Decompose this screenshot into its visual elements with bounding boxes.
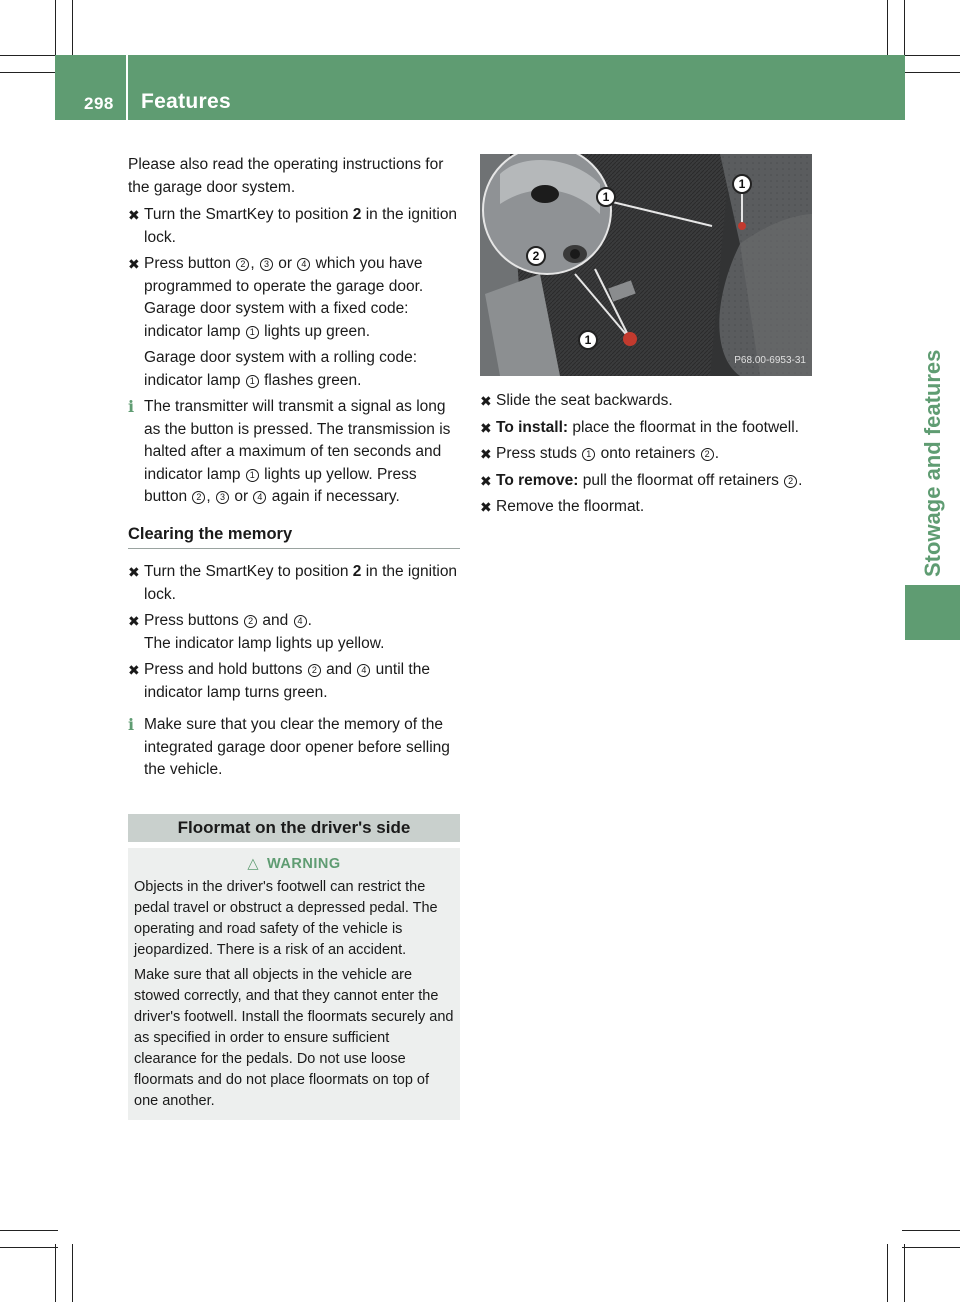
callout-number: 2 bbox=[784, 475, 797, 488]
heading-floormat: Floormat on the driver's side bbox=[128, 814, 460, 842]
figure-callout: 1 bbox=[578, 330, 598, 350]
intro-text: Please also read the operating instructions for the garage door system. bbox=[128, 156, 444, 196]
callout-number: 1 bbox=[246, 469, 259, 482]
arrow-bullet-icon: ✖ bbox=[128, 613, 140, 629]
instruction-step bbox=[480, 470, 812, 493]
info-icon: i bbox=[128, 715, 135, 734]
floormat-illustration bbox=[480, 154, 812, 376]
figure-callout: 1 bbox=[732, 174, 752, 194]
crop-mark bbox=[902, 1247, 960, 1248]
crop-mark bbox=[0, 55, 58, 56]
info-note bbox=[128, 396, 460, 509]
callout-number: 2 bbox=[192, 491, 205, 504]
section-title: Features bbox=[141, 90, 231, 113]
step-subtext bbox=[144, 347, 460, 392]
step-text: Garage door system with a fixed code: indicator lamp bbox=[144, 300, 409, 340]
arrow-bullet-icon: ✖ bbox=[128, 256, 140, 272]
warning-text: Objects in the driver's footwell can restrict the pedal travel or obstruct a depressed pedal. The operating and road safety of the vehicle is jeopardized. There is a risk of an accident. bbox=[134, 878, 438, 958]
step-text: in the ignition lock. bbox=[144, 563, 458, 603]
instruction-step bbox=[128, 610, 460, 655]
step-text: lights up green. bbox=[259, 322, 371, 340]
crop-mark bbox=[55, 0, 56, 58]
callout-number: 4 bbox=[294, 615, 307, 628]
step-text: Remove the floormat. bbox=[496, 498, 645, 515]
step-text: . bbox=[714, 445, 719, 462]
side-tab bbox=[905, 120, 960, 640]
step-text: , bbox=[250, 255, 259, 272]
step-bold: To install: bbox=[496, 418, 569, 436]
crop-mark bbox=[902, 55, 960, 56]
step-text: and bbox=[258, 612, 293, 629]
step-text: pull the floormat off retainers bbox=[578, 471, 784, 489]
step-text: Turn the SmartKey to position bbox=[144, 206, 353, 223]
arrow-bullet-icon: ✖ bbox=[128, 207, 140, 223]
step-text: in the ignition lock. bbox=[144, 206, 458, 246]
figure-callout: 1 bbox=[596, 187, 616, 207]
note-text: , bbox=[206, 488, 216, 505]
crop-mark bbox=[0, 72, 58, 73]
note-text: again if necessary. bbox=[267, 488, 400, 505]
step-text: Press buttons bbox=[144, 612, 244, 629]
step-text: Slide the seat backwards. bbox=[496, 392, 673, 409]
header-divider bbox=[126, 55, 128, 120]
step-text: or bbox=[273, 255, 297, 272]
step-text: . bbox=[798, 471, 803, 489]
instruction-step bbox=[480, 496, 812, 519]
note-text: Make sure that you clear the memory of the integrated garage door opener before selling the vehicle. bbox=[144, 716, 450, 778]
warning-title bbox=[134, 854, 454, 875]
crop-mark bbox=[72, 0, 73, 58]
crop-mark bbox=[55, 1244, 56, 1302]
step-text: Press and hold buttons bbox=[144, 661, 307, 678]
arrow-bullet-icon: ✖ bbox=[480, 393, 492, 409]
step-bold: 2 bbox=[352, 206, 362, 223]
warning-box bbox=[128, 848, 460, 1120]
callout-number: 2 bbox=[308, 664, 321, 677]
step-bold: To remove: bbox=[496, 471, 579, 489]
arrow-bullet-icon: ✖ bbox=[480, 472, 492, 489]
step-text: flashes green. bbox=[259, 371, 362, 389]
step-bold: 2 bbox=[352, 563, 362, 580]
note-text: or bbox=[230, 488, 253, 505]
callout-number: 3 bbox=[260, 258, 273, 271]
note-text: The transmitter will transmit a signal as long as the button is pressed. The transmission is halted after a maximum of ten seconds and indicator lamp bbox=[144, 398, 451, 483]
arrow-bullet-icon: ✖ bbox=[480, 446, 492, 462]
step-subtext: The indicator lamp lights up yellow. bbox=[144, 634, 385, 652]
step-text: Press studs bbox=[496, 445, 582, 462]
crop-mark bbox=[902, 1230, 960, 1231]
instruction-step bbox=[128, 204, 460, 249]
heading-clearing-memory: Clearing the memory bbox=[128, 523, 460, 550]
crop-mark bbox=[887, 0, 888, 58]
instruction-step bbox=[480, 417, 812, 440]
warning-triangle-icon: △ bbox=[247, 855, 260, 872]
callout-number: 1 bbox=[246, 375, 259, 388]
floormat-figure bbox=[480, 154, 812, 376]
step-text: Press button bbox=[144, 255, 236, 272]
page-number: 298 bbox=[84, 94, 114, 113]
step-text: . bbox=[307, 612, 312, 629]
callout-number: 4 bbox=[253, 491, 266, 504]
right-column bbox=[480, 154, 812, 523]
step-text: place the floormat in the footwell. bbox=[568, 418, 799, 436]
arrow-bullet-icon: ✖ bbox=[128, 564, 140, 580]
callout-number: 4 bbox=[357, 664, 370, 677]
figure-callout: 2 bbox=[526, 246, 546, 266]
crop-mark bbox=[0, 1247, 58, 1248]
callout-number: 3 bbox=[216, 491, 229, 504]
instruction-step bbox=[128, 659, 460, 704]
instruction-step bbox=[480, 390, 812, 413]
side-tab-block bbox=[905, 585, 960, 640]
info-note bbox=[128, 714, 460, 782]
warning-text: Make sure that all objects in the vehicle are stowed correctly, and that they cannot enter the driver's footwell. Install the floormats securely and as specified in order to ensure sufficient clearance for the pedals. Do not use loose floormats and do not place floormats on top of one another. bbox=[134, 966, 454, 1109]
warning-label: WARNING bbox=[267, 855, 341, 872]
left-column bbox=[128, 154, 460, 1120]
step-text: onto retainers bbox=[596, 445, 700, 462]
arrow-bullet-icon: ✖ bbox=[480, 419, 492, 436]
crop-mark bbox=[904, 0, 905, 58]
step-text: Garage door system with a rolling code: indicator lamp bbox=[144, 349, 418, 389]
arrow-bullet-icon: ✖ bbox=[480, 499, 492, 515]
arrow-bullet-icon: ✖ bbox=[128, 662, 140, 678]
crop-mark bbox=[0, 1230, 58, 1231]
step-text: until the indicator lamp turns green. bbox=[144, 661, 430, 701]
side-tab-label: Stowage and features bbox=[920, 349, 945, 577]
crop-mark bbox=[904, 1244, 905, 1302]
note-text: lights up yellow. Press button bbox=[144, 465, 417, 505]
crop-mark bbox=[887, 1244, 888, 1302]
instruction-step bbox=[128, 253, 460, 392]
step-text: which you have programmed to operate the garage door. bbox=[144, 255, 424, 295]
instruction-step bbox=[480, 443, 812, 466]
instruction-step bbox=[128, 561, 460, 606]
crop-mark bbox=[72, 1244, 73, 1302]
info-icon: i bbox=[128, 397, 135, 416]
figure-code: P68.00-6953-31 bbox=[734, 354, 806, 366]
step-text: Turn the SmartKey to position bbox=[144, 563, 353, 580]
step-subtext bbox=[144, 298, 460, 343]
step-text: and bbox=[321, 661, 357, 678]
callout-number: 2 bbox=[244, 615, 257, 628]
callout-number: 4 bbox=[297, 258, 310, 271]
callout-number: 2 bbox=[236, 258, 249, 271]
callout-number: 2 bbox=[701, 448, 714, 461]
callout-number: 1 bbox=[582, 448, 595, 461]
callout-number: 1 bbox=[246, 326, 259, 339]
